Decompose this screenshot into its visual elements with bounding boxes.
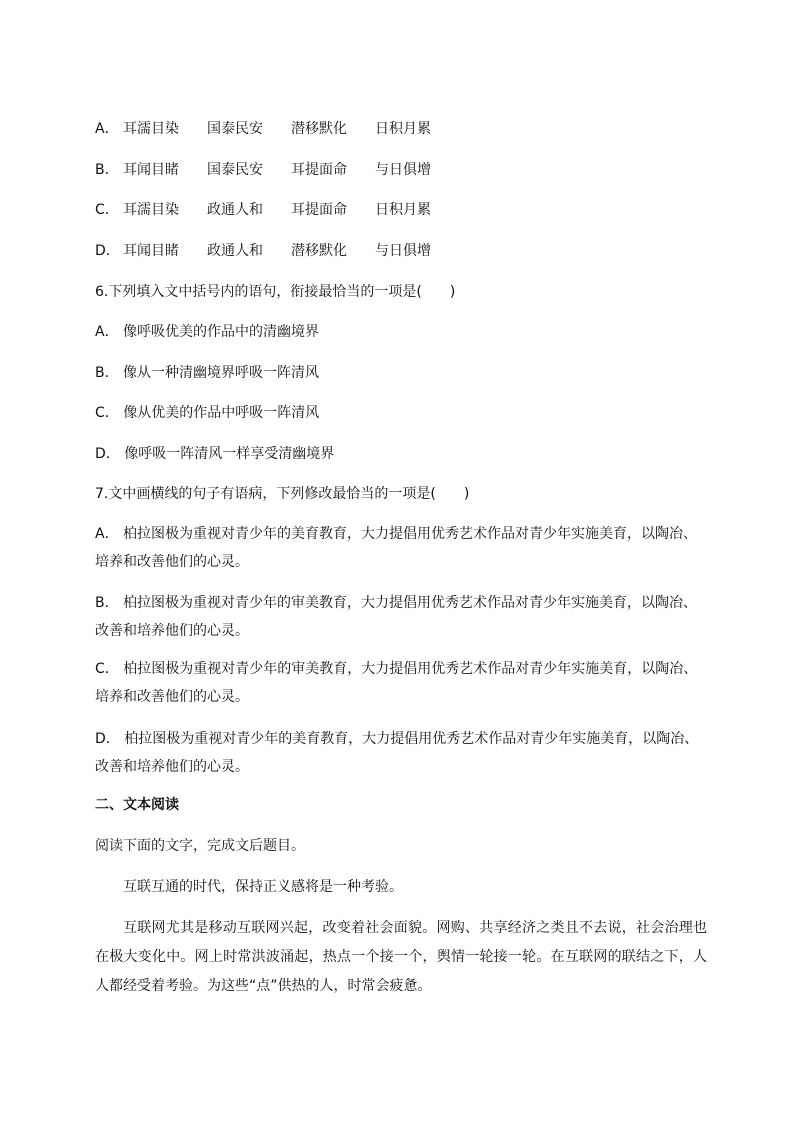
q5-option-b — [95, 160, 431, 180]
option-letter: B． — [95, 162, 119, 178]
option-word: 耳提面命 — [291, 162, 347, 178]
q5-option-c — [95, 200, 431, 220]
option-line: D． 柏拉图极为重视对青少年的美育教育，大力提倡用优秀艺术作品对青少年实施美育，以陶冶、 — [95, 731, 699, 747]
option-word: 政通人和 — [207, 202, 263, 218]
q6-option-b: B． 像从一种清幽境界呼吸一阵清风 — [95, 365, 320, 381]
option-word: 潜移默化 — [291, 121, 347, 137]
article-paragraph: 互联网尤其是移动互联网兴起，改变着社会面貌。网购、共享经济之类且不去说，社会治理也在极大变化中。网上时常洪波涌起，热点一个接一个，舆情一轮接一轮。在互联网的联结之下，人人都经受着考验。为这些“点”供热的人，时常会疲惫。 — [95, 920, 707, 994]
option-line: B． 柏拉图极为重视对青少年的审美教育，大力提倡用优秀艺术作品对青少年实施美育，以陶冶、 — [95, 595, 698, 611]
option-line: A． 柏拉图极为重视对青少年的美育教育，大力提倡用优秀艺术作品对青少年实施美育，以陶冶、 — [95, 526, 698, 542]
option-letter: A． — [95, 121, 119, 137]
option-letter: C． — [95, 202, 119, 218]
option-letter: D． — [95, 243, 120, 259]
option-word: 耳闻目睹 — [123, 162, 179, 178]
option-line: 改善和培养他们的心灵。 — [95, 623, 249, 639]
q7-option-c — [95, 655, 707, 711]
q7-option-b — [95, 589, 707, 645]
reading-instruction: 阅读下面的文字，完成文后题目。 — [95, 838, 305, 854]
option-word: 耳提面命 — [291, 202, 347, 218]
option-word: 政通人和 — [207, 243, 263, 259]
option-line: C． 柏拉图极为重视对青少年的审美教育，大力提倡用优秀艺术作品对青少年实施美育，以陶冶、 — [95, 661, 698, 677]
option-line: 改善和培养他们的心灵。 — [95, 759, 249, 775]
q6-stem: 6.下列填入文中括号内的语句，衔接最恰当的一项是( ) — [95, 284, 456, 300]
option-line: 培养和改善他们的心灵。 — [95, 689, 249, 705]
option-word: 日积月累 — [375, 121, 431, 137]
option-word: 潜移默化 — [291, 243, 347, 259]
option-word: 耳濡目染 — [123, 202, 179, 218]
option-word: 国泰民安 — [207, 121, 263, 137]
q7-option-d — [95, 725, 707, 781]
q7-option-a — [95, 520, 707, 576]
article-opening-sentence: 互联互通的时代，保持正义感将是一种考验。 — [123, 879, 403, 895]
option-word: 与日俱增 — [375, 243, 431, 259]
q6-option-c: C． 像从优美的作品中呼吸一阵清风 — [95, 405, 320, 421]
option-word: 国泰民安 — [207, 162, 263, 178]
option-word: 与日俱增 — [375, 162, 431, 178]
q6-option-a: A． 像呼吸优美的作品中的清幽境界 — [95, 324, 320, 340]
option-word: 日积月累 — [375, 202, 431, 218]
option-word: 耳闻目睹 — [123, 243, 179, 259]
q5-option-d — [95, 241, 431, 261]
q6-option-d: D． 像呼吸一阵清风一样享受清幽境界 — [95, 446, 335, 462]
q7-stem: 7.文中画横线的句子有语病，下列修改最恰当的一项是( ) — [95, 486, 470, 502]
option-line: 培养和改善他们的心灵。 — [95, 554, 249, 570]
section-heading: 二、文本阅读 — [95, 797, 179, 813]
q5-option-a — [95, 119, 431, 139]
option-word: 耳濡目染 — [123, 121, 179, 137]
